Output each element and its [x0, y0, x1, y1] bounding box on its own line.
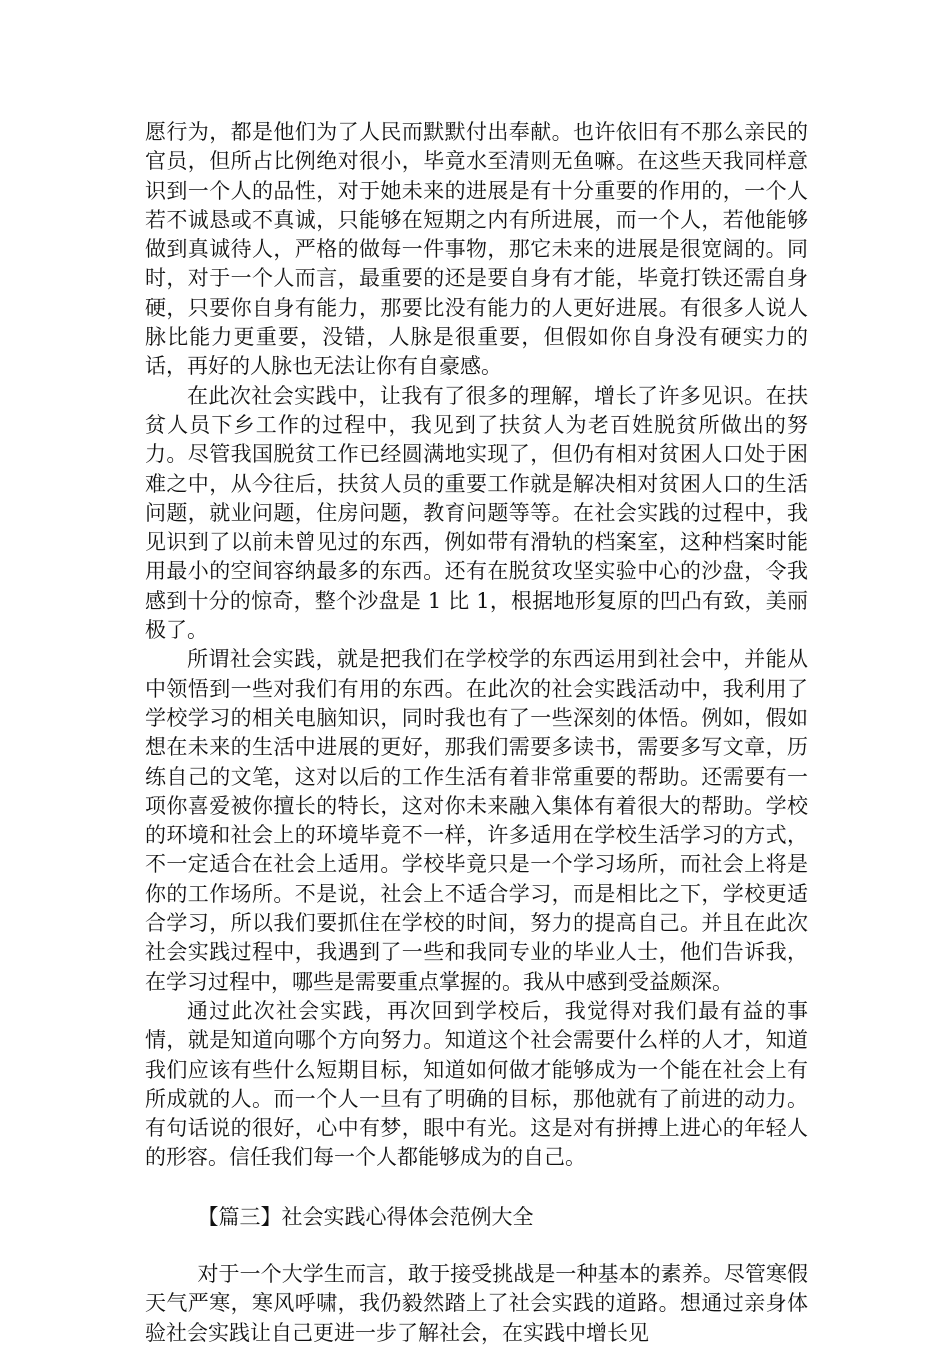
paragraph-1: 愿行为，都是他们为了人民而默默付出奉献。也许依旧有不那么亲民的官员，但所占比例绝对很小，毕竟水至清则无鱼嘛。在这些天我同样意识到一个人的品性，对于她未来的进展是有十分重要的作用的，一个人若不诚恳或不真诚，只能够在短期之内有所进展，而一个人，若他能够做到真诚待人，严格的做每一件事物，那它未来的进展是很宽阔的。同时，对于一个人而言，最重要的还是要自身有才能，毕竟打铁还需自身硬，只要你自身有能力，那要比没有能力的人更好进展。有很多人说人脉比能力更重要，没错，人脉是很重要，但假如你自身没有硬实力的话，再好的人脉也无法让你有自豪感。 [145, 120, 808, 379]
paragraph-4: 通过此次社会实践，再次回到学校后，我觉得对我们最有益的事情，就是知道向哪个方向努力。知道这个社会需要什么样的人才，知道我们应该有些什么短期目标，知道如何做才能够成为一个能在社会上有所成就的人。而一个人一旦有了明确的目标，那他就有了前进的动力。有句话说的很好，心中有梦，眼中有光。这是对有拼搏上进心的年轻人的形容。信任我们每一个人都能够成为的自己。 [145, 998, 808, 1170]
document-page [145, 118, 808, 1348]
paragraph-2: 在此次社会实践中，让我有了很多的理解，增长了许多见识。在扶贫人员下乡工作的过程中，我见到了扶贫人为老百姓脱贫所做出的努力。尽管我国脱贫工作已经圆满地实现了，但仍有相对贫困人口处于困难之中，从今往后，扶贫人员的重要工作就是解决相对贫困人口的生活问题，就业问题，住房问题，教育问题等等。在社会实践的过程中，我见识到了以前未曾见过的东西，例如带有滑轨的档案室，这种档案时能用最小的空间容纳最多的东西。还有在脱贫攻坚实验中心的沙盘，令我感到十分的惊奇，整个沙盘是 1 比 1，根据地形复原的凹凸有致，美丽极了。 [145, 383, 808, 643]
section-paragraph: 对于一个大学生而言，敢于接受挑战是一种基本的素养。尽管寒假天气严寒，寒风呼啸，我仍毅然踏上了社会实践的道路。想通过亲身体验社会实践让自己更进一步了解社会，在实践中增长见 [145, 1261, 808, 1345]
section-title: 【篇三】社会实践心得体会范例大全 [197, 1204, 534, 1229]
paragraph-3: 所谓社会实践，就是把我们在学校学的东西运用到社会中，并能从中领悟到一些对我们有用的东西。在此次的社会实践活动中，我利用了学校学习的相关电脑知识，同时我也有了一些深刻的体悟。例如，假如想在未来的生活中进展的更好，那我们需要多读书，需要多写文章，历练自己的文笔，这对以后的工作生活有着非常重要的帮助。还需要有一项你喜爱被你擅长的特长，这对你未来融入集体有着很大的帮助。学校的环境和社会上的环境毕竟不一样，许多适用在学校生活学习的方式，不一定适合在社会上适用。学校毕竟只是一个学习场所，而社会上将是你的工作场所。不是说，社会上不适合学习，而是相比之下，学校更适合学习，所以我们要抓住在学校的时间，努力的提高自己。并且在此次社会实践过程中，我遇到了一些和我同专业的毕业人士，他们告诉我，在学习过程中，哪些是需要重点掌握的。我从中感到受益颇深。 [145, 647, 808, 994]
